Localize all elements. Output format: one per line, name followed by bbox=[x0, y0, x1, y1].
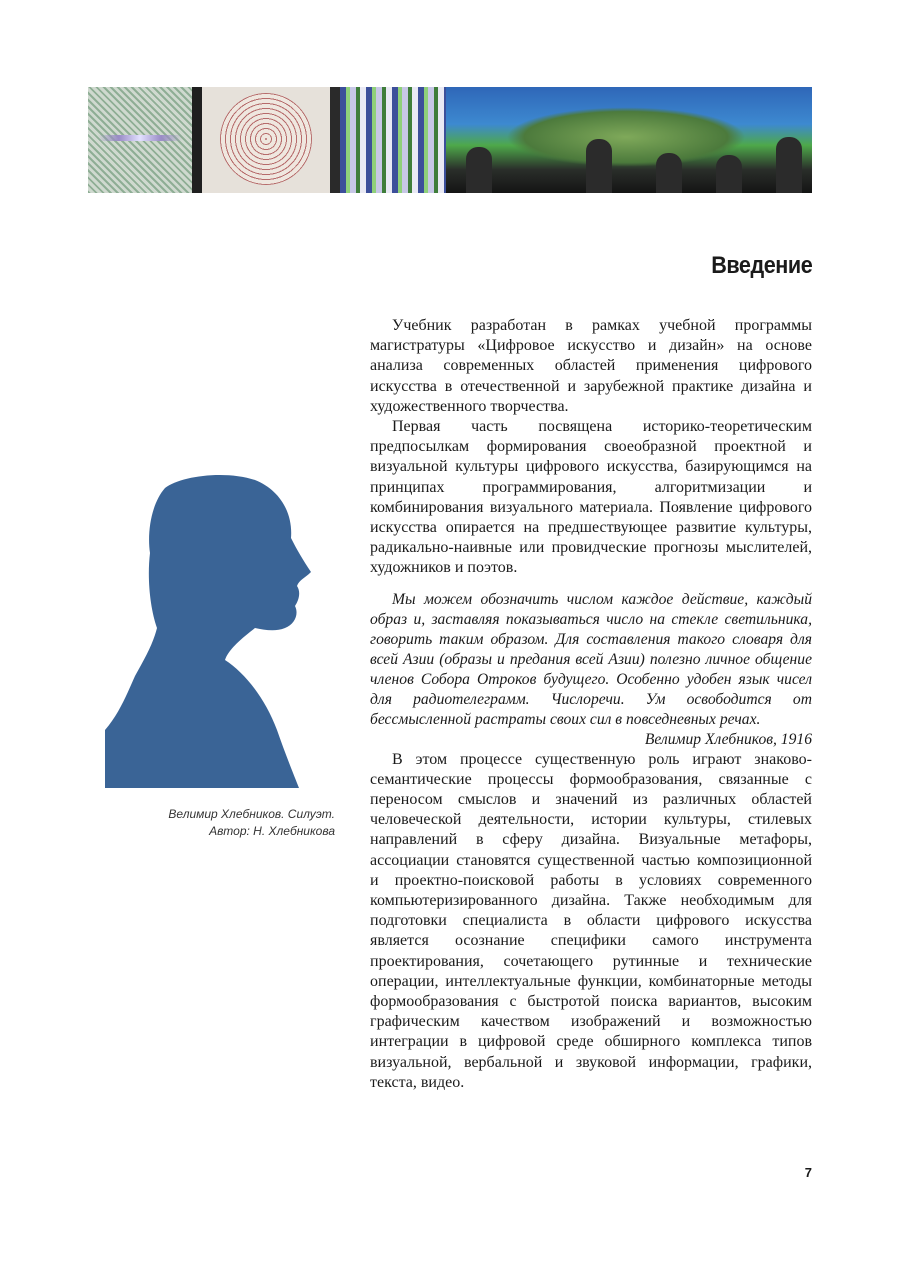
paragraph: Первая часть посвящена историко-теоретическим предпосылкам формирования своеобразной проектной и визуальной культуры цифрового искусства, базирующимся на принципах программирования, алгоритмизации и комбинирования визуального материала. Появление цифрового искусства опирается на предшествующее развитие культуры, радикально-наивные или провидческие прогнозы мыслителей, художников и поэтов. bbox=[370, 418, 812, 577]
banner-image-mandala bbox=[202, 87, 330, 193]
epigraph-quote: Мы можем обозначить числом каждое действие, каждый образ и, заставляя показываться число на стекле светильника, говорить таким образом. Для составления такого словаря для всей Азии (образы и предания всей Азии) полезно личное общение членов Собора Отроков будущего. Особенно удобен язык чисел для радиотелеграмм. Числоречи. Ум освободится от бессмысленной растраты своих сил в повседневных речах. bbox=[370, 590, 812, 728]
main-text-column bbox=[370, 316, 812, 1093]
silhouette-shape bbox=[105, 475, 311, 788]
header-image-strip bbox=[88, 87, 812, 193]
quote-author: Велимир Хлебников, 1916 bbox=[644, 730, 812, 748]
banner-image-projection-room bbox=[446, 87, 812, 193]
banner-divider bbox=[330, 87, 340, 193]
banner-image-string-art bbox=[88, 87, 192, 193]
paragraph: Учебник разработан в рамках учебной программы магистратуры «Цифровое искусство и дизайн» на основе анализа современных областей применения цифрового искусства в отечественной и зарубежной практике дизайна и художественного творчества. bbox=[370, 317, 812, 415]
paragraph: В этом процессе существенную роль играют знаково-семантические процессы формообразования, связанные с переносом смыслов и значений из различных областей человеческой деятельности, истории культуры, стилевых направлений в сферу дизайна. Визуальные метафоры, ассоциации становятся существенной частью композиционной и проектно-поисковой работы в условиях современного компьютеризированного дизайна. Также необходимым для подготовки специалиста в области цифрового искусства является осознание специфики самого инструмента проектирования, сочетающего рутинные и технические операции, интеллектуальные функции, комбинаторные методы формообразования с быстротой поиска вариантов, высоким графическим качеством изображений и возможностью интеграции в цифровой среде обширного комплекса типов визуальной, вербальной и звуковой информации, графики, текста, видео. bbox=[370, 750, 812, 1091]
banner-image-patterns bbox=[340, 87, 446, 193]
page-title: Введение bbox=[710, 252, 812, 279]
banner-divider bbox=[192, 87, 202, 193]
caption-line: Велимир Хлебников. Силуэт. bbox=[168, 807, 335, 821]
caption-line: Автор: Н. Хлебникова bbox=[209, 824, 335, 838]
page-number: 7 bbox=[804, 1165, 812, 1180]
figure-caption bbox=[130, 806, 335, 840]
silhouette-portrait-image bbox=[105, 468, 315, 790]
